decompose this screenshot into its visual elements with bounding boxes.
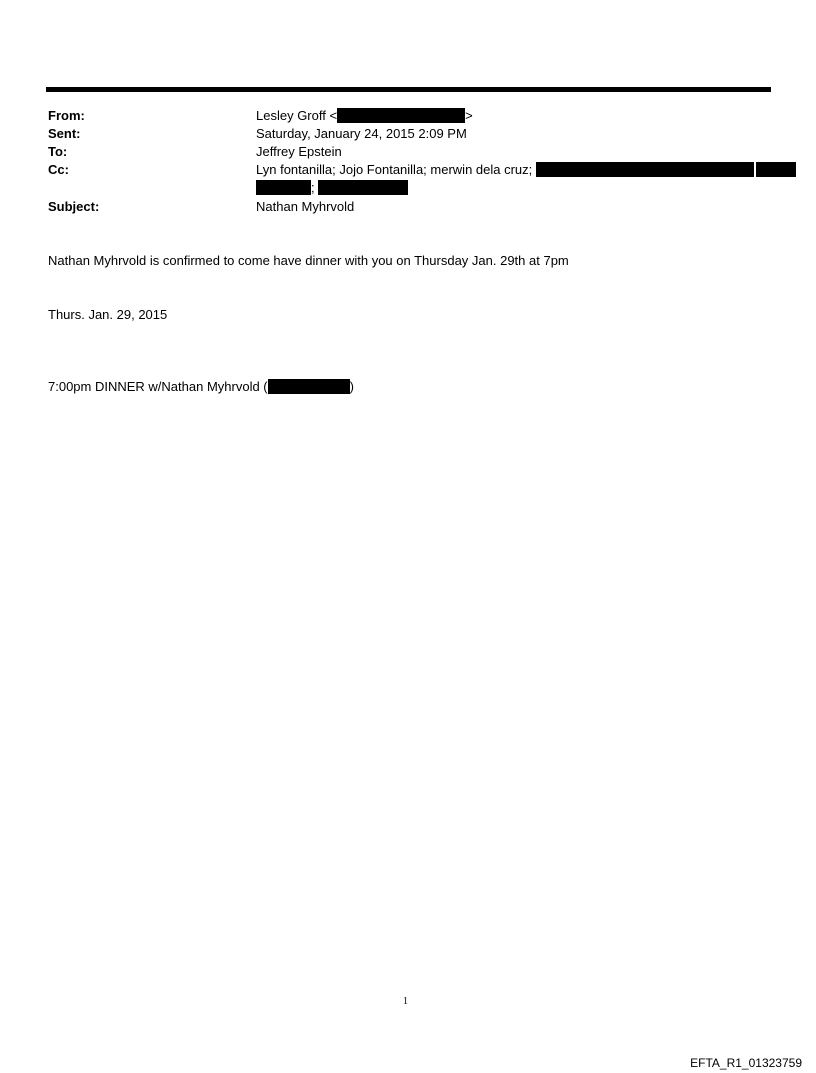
cc-label: Cc: <box>48 162 69 177</box>
to-row <box>48 143 768 161</box>
to-label: To: <box>48 144 68 159</box>
redaction-box <box>756 162 796 177</box>
bates-number: EFTA_R1_01323759 <box>690 1056 802 1070</box>
sent-row <box>48 125 768 143</box>
subject-label: Subject: <box>48 199 100 214</box>
dinner-text: 7:00pm DINNER w/Nathan Myhrvold ( <box>48 379 268 394</box>
cc-row <box>48 161 768 179</box>
from-bracket: > <box>465 108 473 123</box>
redaction-box <box>256 180 311 195</box>
from-row <box>48 107 768 125</box>
redaction-box <box>536 162 754 177</box>
cc-value-continued <box>256 179 408 196</box>
cc-value <box>256 161 796 179</box>
cc-recipients: Lyn fontanilla; Jojo Fontanilla; merwin dela cruz; <box>256 162 533 177</box>
body-line-confirmation: Nathan Myhrvold is confirmed to come have dinner with you on Thursday Jan. 29th at 7pm <box>48 253 569 268</box>
page-number: 1 <box>403 996 408 1007</box>
body-line-dinner <box>48 378 354 396</box>
cc-separator: ; <box>311 180 315 195</box>
subject-row <box>48 198 768 216</box>
redaction-box <box>268 379 350 394</box>
from-value <box>256 107 473 125</box>
redaction-box <box>337 108 465 123</box>
from-label: From: <box>48 108 85 123</box>
body-line-date: Thurs. Jan. 29, 2015 <box>48 307 168 322</box>
from-sender-name: Lesley Groff < <box>256 108 338 123</box>
sent-value: Saturday, January 24, 2015 2:09 PM <box>256 126 467 141</box>
header-divider-rule <box>46 87 771 92</box>
sent-label: Sent: <box>48 126 81 141</box>
cc-row-continued <box>48 179 768 196</box>
redaction-box <box>318 180 408 195</box>
subject-value: Nathan Myhrvold <box>256 199 355 214</box>
to-value: Jeffrey Epstein <box>256 144 342 159</box>
dinner-paren-close: ) <box>349 379 354 394</box>
email-header <box>48 107 768 216</box>
